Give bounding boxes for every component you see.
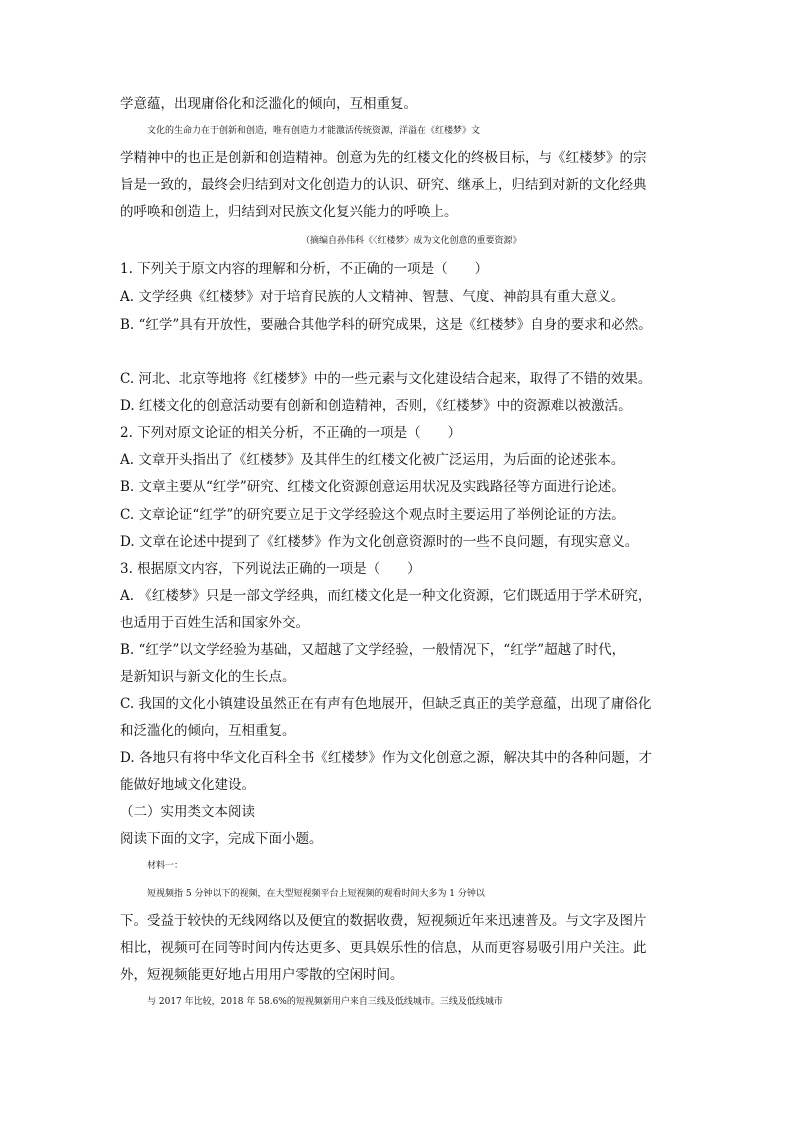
q3-option-c-line-2: 和泛滥化的倾向，互相重复。 [120,723,296,739]
q1-option-a: A. 文学经典《红楼梦》对于培育民族的人文精神、智慧、气度、神韵具有重大意义。 [120,289,625,305]
q3-option-d-line-1: D. 各地只有将中华文化百科全书《红楼梦》作为文化创意之源，解决其中的各种问题，才 [120,750,652,766]
passage-line-4: 旨是一致的，最终会归结到对文化创造力的认识、研究、继承上，归结到对新的文化经典 [120,177,647,193]
q1-option-d: D. 红楼文化的创意活动要有创新和创造精神，否则，《红楼梦》中的资源难以被激活。 [120,398,632,414]
material-line-2: 下。受益于较快的无线网络以及便宜的数据收费，短视频近年来迅速普及。与文字及图片 [120,913,647,929]
passage-line-1: 学意蕴，出现庸俗化和泛滥化的倾向，互相重复。 [120,96,417,112]
q3-option-b-line-2: 是新知识与新文化的生长点。 [120,669,296,685]
section-instruction: 阅读下面的文字，完成下面小题。 [120,831,323,847]
q3-option-b-line-1: B. “红学”以文学经验为基础，又超越了文学经验，一般情况下，“红学”超越了时代， [120,642,626,658]
material-line-3: 相比，视频可在同等时间内传达更多、更具娱乐性的信息，从而更容易吸引用户关注。此 [120,940,647,956]
section-heading: （二）实用类文本阅读 [120,804,255,820]
passage-line-2: 文化的生命力在于创新和创造，唯有创造力才能激活传统资源，洋溢在《红楼梦》文 [147,126,481,136]
q2-option-c: C. 文章论证“红学”的研究要立足于文学经验这个观点时主要运用了举例论证的方法。 [120,507,625,523]
q1-option-b: B. “红学”具有开放性，要融合其他学科的研究成果，这是《红楼梦》自身的要求和必然。 [120,317,652,333]
material-label: 材料一： [147,861,184,871]
material-line-5: 与 2017 年比较，2018 年 58.6%的短视频新用户来自三线及低线城市。三线及低线城市 [147,997,503,1007]
q2-option-b: B. 文章主要从“红学”研究、红楼文化资源创意运用状况及实践路径等方面进行论述。 [120,479,625,495]
q2-option-d: D. 文章在论述中提到了《红楼梦》作为文化创意资源时的一些不良问题，有现实意义。 [120,534,639,550]
q1-stem: 1. 下列关于原文内容的理解和分析，不正确的一项是（ ） [120,261,489,277]
q3-option-a-line-2: 也适用于百姓生活和国家外交。 [120,615,309,631]
q2-stem: 2. 下列对原文论证的相关分析，不正确的一项是（ ） [120,425,462,441]
material-line-4: 外，短视频能更好地占用用户零散的空闲时间。 [120,967,404,983]
passage-line-3: 学精神中的也正是创新和创造精神。创意为先的红楼文化的终极目标，与《红楼梦》的宗 [120,150,647,166]
q3-option-c-line-1: C. 我国的文化小镇建设虽然正在有声有色地展开，但缺乏真正的美学意蕴，出现了庸俗化 [120,696,652,712]
q3-option-a-line-1: A. 《红楼梦》只是一部文学经典，而红楼文化是一种文化资源，它们既适用于学术研究， [120,588,652,604]
passage-source: （摘编自孙伟科《〈红楼梦〉成为文化创意的重要资源》 [301,236,522,246]
q1-option-c: C. 河北、北京等地将《红楼梦》中的一些元素与文化建设结合起来，取得了不错的效果。 [120,371,652,387]
passage-line-5: 的呼唤和创造上，归结到对民族文化复兴能力的呼唤上。 [120,204,458,220]
material-line-1: 短视频指 5 分钟以下的视频，在大型短视频平台上短视频的观看时间大多为 1 分钟以 [147,889,485,899]
q3-option-d-line-2: 能做好地域文化建设。 [120,777,255,793]
q3-stem: 3. 根据原文内容，下列说法正确的一项是（ ） [120,561,421,577]
q2-option-a: A. 文章开头指出了《红楼梦》及其伴生的红楼文化被广泛运用，为后面的论述张本。 [120,452,625,468]
